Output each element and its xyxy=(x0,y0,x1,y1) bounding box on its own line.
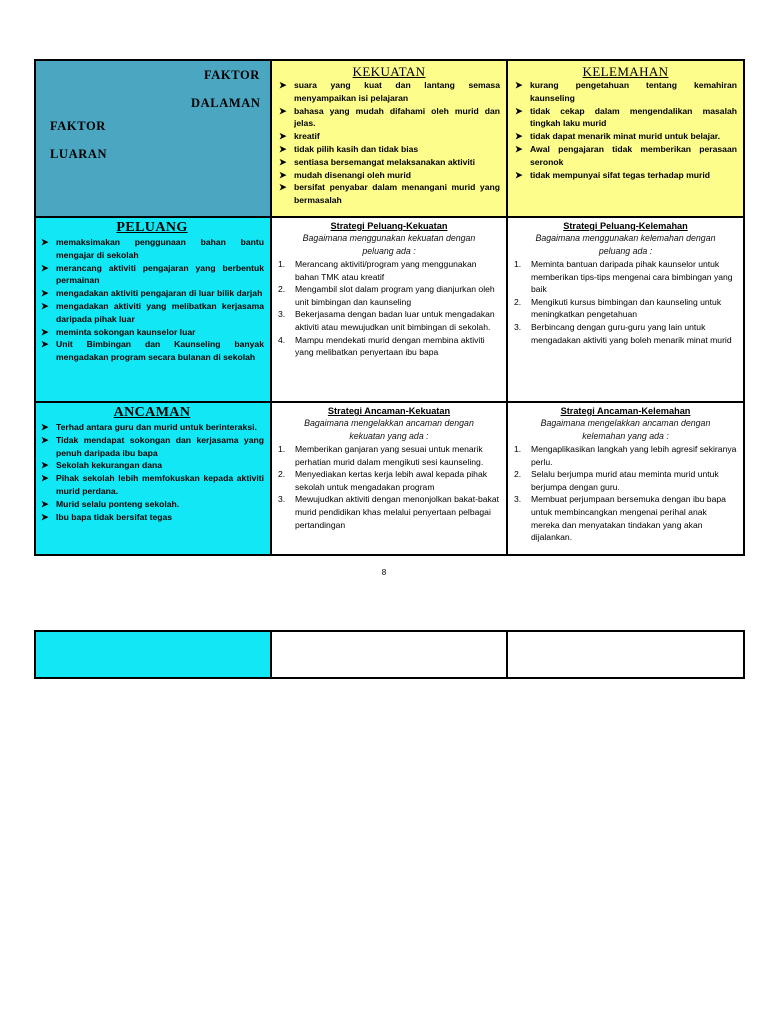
arrow-bullet-icon: ➤ xyxy=(41,262,49,273)
arrow-bullet-icon: ➤ xyxy=(41,498,49,509)
arrow-bullet-icon: ➤ xyxy=(279,105,287,116)
ancaman-item-text: Sekolah kekurangan dana xyxy=(56,460,163,471)
continuation-cell-1 xyxy=(36,632,272,677)
ancaman-item xyxy=(40,421,264,434)
ancaman-kekuatan-cell xyxy=(272,403,508,554)
peluang-item xyxy=(40,287,264,300)
kelemahan-item-text: tidak dapat menarik minat murid untuk belajar. xyxy=(530,131,721,142)
kekuatan-item xyxy=(278,105,500,131)
arrow-bullet-icon: ➤ xyxy=(41,473,49,484)
peluang-kelemahan-item xyxy=(514,258,737,296)
ancaman-list xyxy=(40,421,264,523)
peluang-item xyxy=(40,326,264,339)
swot-table xyxy=(34,59,745,556)
kekuatan-item xyxy=(278,79,500,105)
item-text: Berbincang dengan guru-guru yang lain untuk mengadakan aktiviti yang boleh menarik minat murid xyxy=(531,321,732,345)
kelemahan-item xyxy=(514,105,737,131)
kekuatan-title: KEKUATAN xyxy=(352,64,426,79)
item-number: 2. xyxy=(278,469,286,480)
peluang-item-text: merancang aktiviti pengajaran yang berbentuk permainan xyxy=(56,262,264,286)
peluang-item-text: meminta sokongan kaunselor luar xyxy=(56,326,196,337)
peluang-kelemahan-item xyxy=(514,296,737,321)
ancaman-kekuatan-item xyxy=(278,443,500,468)
kelemahan-item-text: Awal pengajaran tidak memberikan perasaan seronok xyxy=(530,143,737,167)
peluang-item xyxy=(40,300,264,326)
continuation-cell-3 xyxy=(508,632,743,677)
ancaman-item-text: Murid selalu ponteng sekolah. xyxy=(56,498,180,509)
ancaman-item-text: Terhad antara guru dan murid untuk berinteraksi. xyxy=(56,422,257,432)
kekuatan-item xyxy=(278,156,500,169)
ancaman-item xyxy=(40,459,264,472)
kelemahan-item-text: tidak cekap dalam mengendalikan masalah tingkah laku murid xyxy=(530,105,737,129)
item-number: 2. xyxy=(514,296,522,307)
arrow-bullet-icon: ➤ xyxy=(41,422,49,432)
ancaman-kelemahan-item xyxy=(514,468,737,493)
kekuatan-item xyxy=(278,130,500,143)
ancaman-kelemahan-item xyxy=(514,493,737,543)
item-number: 3. xyxy=(514,321,522,332)
ancaman-kelemahan-cell xyxy=(508,403,743,554)
kekuatan-item-text: bahasa yang mudah difahami oleh murid dan jelas. xyxy=(294,105,500,129)
ancaman-kekuatan-list xyxy=(278,443,500,531)
item-text: Menyediakan kertas kerja lebih awal kepada pihak sekolah untuk mengadakan program xyxy=(295,469,488,492)
item-number: 1. xyxy=(514,259,522,269)
item-text: Bekerjasama dengan badan luar untuk mengadakan aktiviti atau mewujudkan unit bimbingan di sekolah. xyxy=(295,309,495,332)
arrow-bullet-icon: ➤ xyxy=(41,434,49,445)
arrow-bullet-icon: ➤ xyxy=(41,326,49,337)
item-number: 2. xyxy=(278,284,286,295)
ancaman-item-text: Pihak sekolah lebih memfokuskan kepada aktiviti murid perdana. xyxy=(56,473,264,496)
kelemahan-item xyxy=(514,169,737,182)
peluang-kekuatan-item xyxy=(278,308,500,333)
arrow-bullet-icon: ➤ xyxy=(279,156,287,167)
ancaman-kekuatan-item xyxy=(278,493,500,531)
peluang-kelemahan-subtitle: Bagaimana menggunakan kelemahan dengan peluang ada : xyxy=(535,233,716,256)
peluang-kelemahan-cell xyxy=(508,218,743,403)
faktor-left-label: FAKTOR xyxy=(50,119,106,133)
kekuatan-cell xyxy=(272,61,508,218)
kelemahan-item xyxy=(514,143,737,169)
peluang-kelemahan-item xyxy=(514,321,737,346)
arrow-bullet-icon: ➤ xyxy=(41,288,49,299)
kekuatan-item-text: mudah disenangi oleh murid xyxy=(294,169,411,180)
peluang-title: PELUANG xyxy=(116,220,188,235)
peluang-list xyxy=(40,236,264,364)
ancaman-kekuatan-title: Strategi Ancaman-Kekuatan xyxy=(327,406,451,416)
item-text: Mewujudkan aktiviti dengan menonjolkan bakat-bakat murid pendidikan khas melalui penyertaan pelbagai pertandingan xyxy=(295,494,499,530)
ancaman-kelemahan-title: Strategi Ancaman-Kelemahan xyxy=(560,406,691,416)
kekuatan-item-text: sentiasa bersemangat melaksanakan aktiviti xyxy=(294,156,476,167)
peluang-kekuatan-subtitle: Bagaimana menggunakan kekuatan dengan peluang ada : xyxy=(302,233,476,256)
arrow-bullet-icon: ➤ xyxy=(515,131,523,142)
peluang-item-text: Unit Bimbingan dan Kaunseling banyak mengadakan program secara bulanan di sekolah xyxy=(56,339,264,363)
corner-cell xyxy=(36,61,272,218)
ancaman-item xyxy=(40,472,264,498)
item-number: 3. xyxy=(278,309,286,320)
arrow-bullet-icon: ➤ xyxy=(41,300,49,311)
peluang-kekuatan-cell xyxy=(272,218,508,403)
item-number: 4. xyxy=(278,334,286,345)
arrow-bullet-icon: ➤ xyxy=(279,131,287,142)
item-text: Membuat perjumpaan bersemuka dengan ibu bapa untuk membincangkan mengenai perihal anak mereka dan menyatakan tindakan yang akan dijalankan. xyxy=(531,494,726,543)
kekuatan-item xyxy=(278,181,500,207)
arrow-bullet-icon: ➤ xyxy=(41,237,49,247)
ancaman-item xyxy=(40,498,264,511)
peluang-kelemahan-list xyxy=(514,258,737,346)
kekuatan-item-text: kreatif xyxy=(294,131,320,142)
ancaman-kekuatan-subtitle: Bagaimana mengelakkan ancaman dengan kekuatan yang ada : xyxy=(304,418,474,441)
arrow-bullet-icon: ➤ xyxy=(41,460,49,471)
item-number: 1. xyxy=(278,259,286,269)
kekuatan-item-text: bersifat penyabar dalam menangani murid yang bermasalah xyxy=(294,182,500,206)
kelemahan-cell xyxy=(508,61,743,218)
arrow-bullet-icon: ➤ xyxy=(279,182,287,193)
arrow-bullet-icon: ➤ xyxy=(41,511,49,522)
peluang-kelemahan-title: Strategi Peluang-Kelemahan xyxy=(563,221,688,231)
peluang-item-text: memaksimakan penggunaan bahan bantu mengajar di sekolah xyxy=(56,237,264,260)
peluang-item-text: mengadakan aktiviti yang melibatkan kerjasama daripada pihak luar xyxy=(56,300,264,324)
peluang-kekuatan-list xyxy=(278,258,500,359)
kekuatan-item-text: tidak pilih kasih dan tidak bias xyxy=(294,143,419,154)
kelemahan-item-text: kurang pengetahuan tentang kemahiran kaunseling xyxy=(530,80,737,103)
peluang-cell xyxy=(36,218,272,403)
ancaman-item xyxy=(40,511,264,524)
ancaman-cell xyxy=(36,403,272,554)
item-number: 2. xyxy=(514,469,522,480)
kekuatan-list xyxy=(278,79,500,207)
peluang-kekuatan-title: Strategi Peluang-Kekuatan xyxy=(330,221,448,231)
continuation-cell-2 xyxy=(272,632,508,677)
item-text: Mengambil slot dalam program yang dianjurkan oleh unit bimbingan dan kaunseling xyxy=(295,284,495,307)
ancaman-item-text: Ibu bapa tidak bersifat tegas xyxy=(56,511,173,522)
item-text: Mengikuti kursus bimbingan dan kaunseling untuk meningkatkan pengetahuan xyxy=(531,296,722,320)
arrow-bullet-icon: ➤ xyxy=(279,80,287,90)
arrow-bullet-icon: ➤ xyxy=(279,169,287,180)
kekuatan-item-text: suara yang kuat dan lantang semasa menyampaikan isi pelajaran xyxy=(294,80,500,103)
arrow-bullet-icon: ➤ xyxy=(279,143,287,154)
kelemahan-list xyxy=(514,79,737,181)
item-text: Merancang aktiviti/program yang menggunakan bahan TMK atau kreatif xyxy=(295,259,477,282)
kelemahan-title: KELEMAHAN xyxy=(582,64,669,79)
peluang-item xyxy=(40,262,264,288)
arrow-bullet-icon: ➤ xyxy=(41,339,49,350)
luaran-label: LUARAN xyxy=(50,147,108,161)
peluang-kekuatan-item xyxy=(278,258,500,283)
item-text: Meminta bantuan daripada pihak kaunselor untuk memberikan tips-tips mengenai cara bimbingan yang baik xyxy=(531,259,733,295)
arrow-bullet-icon: ➤ xyxy=(515,80,523,90)
item-number: 1. xyxy=(278,444,286,454)
kelemahan-item-text: tidak mempunyai sifat tegas terhadap murid xyxy=(530,169,711,180)
kelemahan-item xyxy=(514,79,737,105)
page-number: 8 xyxy=(381,568,387,577)
item-text: Selalu berjumpa murid atau meminta murid untuk berjumpa dengan guru. xyxy=(531,469,719,492)
peluang-kekuatan-item xyxy=(278,283,500,308)
kelemahan-item xyxy=(514,130,737,143)
ancaman-kelemahan-subtitle: Bagaimana mengelakkan ancaman dengan kelemahan yang ada : xyxy=(540,418,711,441)
ancaman-kelemahan-list xyxy=(514,443,737,544)
arrow-bullet-icon: ➤ xyxy=(515,143,523,154)
faktor-top-label: FAKTOR xyxy=(204,68,260,82)
arrow-bullet-icon: ➤ xyxy=(515,169,523,180)
ancaman-item xyxy=(40,434,264,460)
ancaman-item-text: Tidak mendapat sokongan dan kerjasama yang penuh daripada ibu bapa xyxy=(56,434,264,458)
ancaman-kelemahan-item xyxy=(514,443,737,468)
kekuatan-item xyxy=(278,169,500,182)
item-text: Mampu mendekati murid dengan membina aktiviti yang melibatkan penyertaan ibu bapa xyxy=(295,334,485,358)
ancaman-title: ANCAMAN xyxy=(113,405,191,420)
kekuatan-item xyxy=(278,143,500,156)
item-number: 3. xyxy=(514,494,522,505)
item-number: 3. xyxy=(278,494,286,505)
peluang-item-text: mengadakan aktiviti pengajaran di luar bilik darjah xyxy=(56,288,263,299)
ancaman-kekuatan-item xyxy=(278,468,500,493)
peluang-kekuatan-item xyxy=(278,334,500,359)
peluang-item xyxy=(40,236,264,262)
arrow-bullet-icon: ➤ xyxy=(515,105,523,116)
continuation-table xyxy=(34,630,745,679)
item-number: 1. xyxy=(514,444,522,454)
dalaman-label: DALAMAN xyxy=(191,96,261,110)
item-text: Mengaplikasikan langkah yang lebih agresif sekiranya perlu. xyxy=(531,444,737,467)
item-text: Memberikan ganjaran yang sesuai untuk menarik perhatian murid dalam mengikuti sesi kaunseling. xyxy=(295,444,484,467)
peluang-item xyxy=(40,338,264,364)
